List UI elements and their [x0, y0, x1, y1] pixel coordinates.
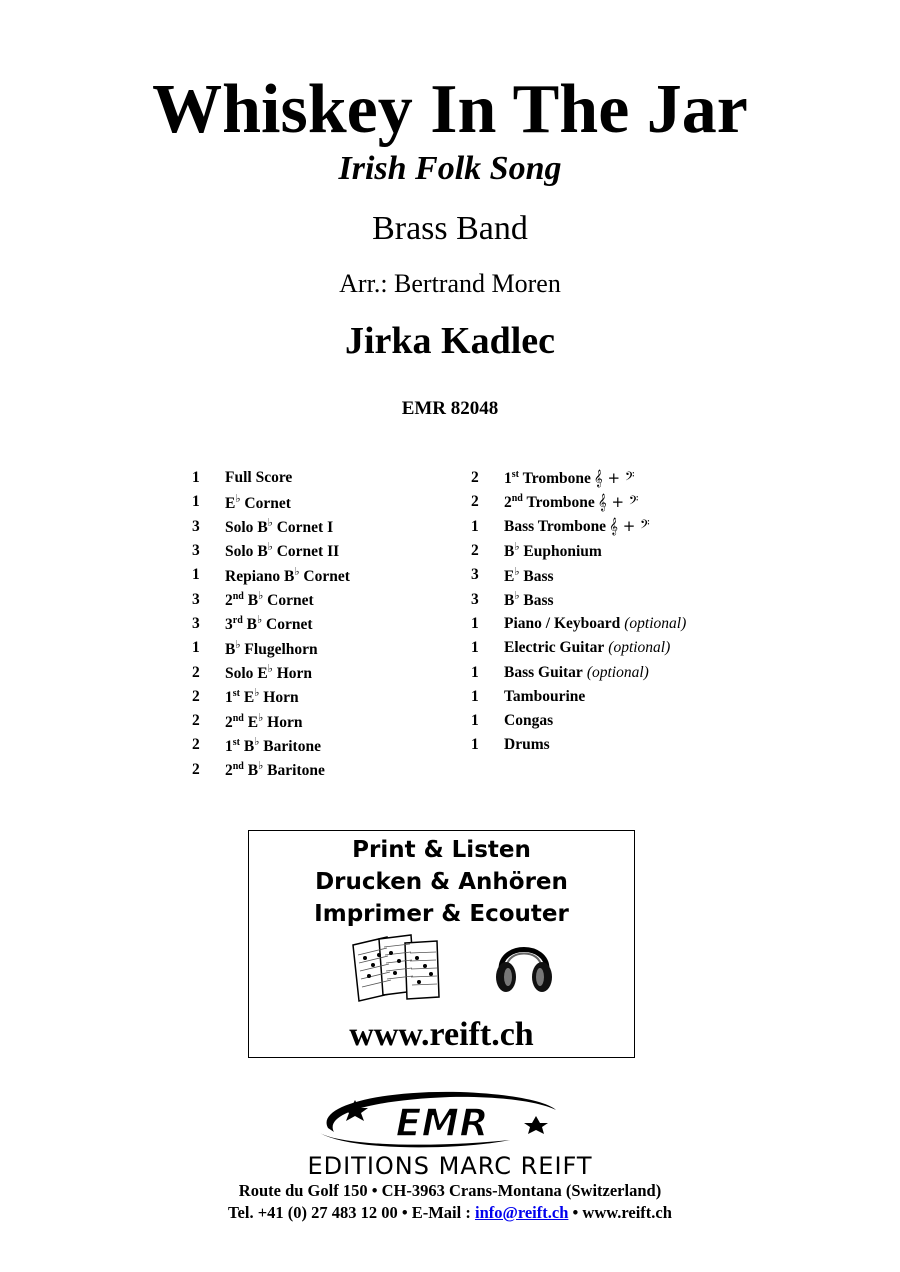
- part-name: 2nd E♭ Horn: [225, 711, 303, 731]
- optional-note: (optional): [608, 639, 671, 657]
- part-name: B♭ Bass: [504, 590, 554, 610]
- parts-list-right: [471, 466, 686, 758]
- contact-phone: Tel. +41 (0) 27 483 12 00 • E-Mail :: [228, 1203, 471, 1222]
- emr-logo: [310, 1088, 570, 1150]
- part-row: [192, 660, 350, 684]
- part-name: E♭ Cornet: [225, 492, 291, 513]
- part-quantity: 3: [192, 590, 200, 608]
- part-name: Electric Guitar (optional): [504, 639, 671, 657]
- part-row: [192, 733, 350, 757]
- composer: Jirka Kadlec: [344, 320, 556, 362]
- parts-list-left: [192, 466, 350, 782]
- part-row: [192, 539, 350, 563]
- part-row: [192, 758, 350, 782]
- promo-line-1: Print & Listen: [352, 837, 531, 863]
- part-quantity: 1: [192, 469, 200, 487]
- part-name: 1st B♭ Baritone: [225, 735, 321, 755]
- headphones-icon: [493, 931, 555, 996]
- part-name: Repiano B♭ Cornet: [225, 565, 350, 585]
- part-name: E♭ Bass: [504, 565, 554, 585]
- part-quantity: 2: [192, 760, 200, 778]
- part-quantity: 1: [471, 736, 479, 754]
- part-name: B♭ Flugelhorn: [225, 638, 318, 658]
- promo-line-3: Imprimer & Ecouter: [314, 901, 569, 927]
- contact-website[interactable]: • www.reift.ch: [572, 1203, 672, 1222]
- part-quantity: 1: [471, 614, 479, 632]
- publisher-name: EDITIONS MARC REIFT: [307, 1152, 593, 1180]
- part-name: B♭ Euphonium: [504, 541, 602, 561]
- part-quantity: 1: [192, 493, 200, 511]
- part-row: [192, 563, 350, 587]
- part-row: [192, 636, 350, 660]
- part-quantity: 1: [471, 663, 479, 681]
- part-quantity: 2: [471, 542, 479, 560]
- part-quantity: 1: [471, 639, 479, 657]
- part-row: [192, 709, 350, 733]
- part-quantity: 2: [192, 663, 200, 681]
- part-name: 1st E♭ Horn: [225, 687, 299, 707]
- part-name: Solo B♭ Cornet I: [225, 517, 334, 537]
- part-quantity: 1: [192, 639, 200, 657]
- part-row: [471, 636, 686, 660]
- clef-icons: 𝄞 + 𝄢: [609, 517, 650, 536]
- part-row: [192, 587, 350, 611]
- subtitle: Irish Folk Song: [338, 150, 562, 187]
- part-row: [471, 612, 686, 636]
- part-name: 2nd B♭ Baritone: [225, 760, 325, 780]
- part-quantity: 1: [192, 566, 200, 584]
- part-quantity: 2: [471, 493, 479, 511]
- part-name: Solo E♭ Horn: [225, 662, 313, 683]
- publisher-address: Route du Golf 150 • CH-3963 Crans-Montana (Switzerland): [238, 1181, 662, 1200]
- part-row: [471, 733, 686, 757]
- part-name: 1st Trombone 𝄞 + 𝄢: [504, 468, 635, 487]
- part-name: Full Score: [225, 469, 293, 487]
- part-row: [471, 587, 686, 611]
- arranger: Arr.: Bertrand Moren: [339, 269, 561, 298]
- part-name: 3rd B♭ Cornet: [225, 614, 313, 634]
- part-quantity: 3: [192, 517, 200, 535]
- part-quantity: 1: [471, 712, 479, 730]
- part-row: [192, 612, 350, 636]
- part-row: [471, 660, 686, 684]
- part-name: Drums: [504, 736, 550, 754]
- optional-note: (optional): [586, 663, 649, 681]
- optional-note: (optional): [624, 614, 687, 632]
- part-name: Congas: [504, 712, 554, 730]
- clef-icons: 𝄞 + 𝄢: [597, 493, 639, 512]
- part-name: Solo B♭ Cornet II: [225, 541, 340, 561]
- promo-line-2: Drucken & Anhören: [315, 869, 568, 895]
- part-name: Piano / Keyboard (optional): [504, 614, 687, 632]
- part-row: [192, 466, 350, 490]
- print-listen-box: [248, 830, 635, 1058]
- part-quantity: 3: [192, 542, 200, 560]
- part-row: [192, 685, 350, 709]
- sheet-music-icon: [349, 931, 444, 1003]
- part-name: 2nd B♭ Cornet: [225, 590, 314, 610]
- part-name: Bass Guitar (optional): [504, 663, 649, 681]
- part-row: [192, 515, 350, 539]
- part-quantity: 3: [471, 566, 479, 584]
- publisher-contact: [0, 1202, 900, 1224]
- part-row: [471, 515, 686, 539]
- part-name: Bass Trombone 𝄞 + 𝄢: [504, 517, 650, 536]
- part-name: Tambourine: [504, 687, 586, 705]
- part-quantity: 2: [192, 687, 200, 705]
- catalog-number: EMR 82048: [401, 398, 499, 419]
- promo-url[interactable]: www.reift.ch: [349, 1016, 534, 1053]
- part-row: [471, 539, 686, 563]
- part-row: [192, 490, 350, 514]
- part-quantity: 3: [471, 590, 479, 608]
- title: Whiskey In The Jar: [152, 71, 748, 148]
- part-row: [471, 466, 686, 490]
- part-quantity: 2: [192, 712, 200, 730]
- ensemble: Brass Band: [372, 210, 528, 247]
- part-quantity: 2: [471, 469, 479, 487]
- clef-icons: 𝄞 + 𝄢: [593, 468, 635, 487]
- email-link[interactable]: info@reift.ch: [474, 1203, 569, 1222]
- part-row: [471, 685, 686, 709]
- part-row: [471, 563, 686, 587]
- part-quantity: 2: [192, 736, 200, 754]
- part-row: [471, 490, 686, 514]
- part-row: [471, 709, 686, 733]
- part-quantity: 1: [471, 687, 479, 705]
- part-name: 2nd Trombone 𝄞 + 𝄢: [504, 492, 639, 512]
- part-quantity: 3: [192, 614, 200, 632]
- part-quantity: 1: [471, 517, 479, 535]
- svg-text:EMR: EMR: [395, 1101, 489, 1145]
